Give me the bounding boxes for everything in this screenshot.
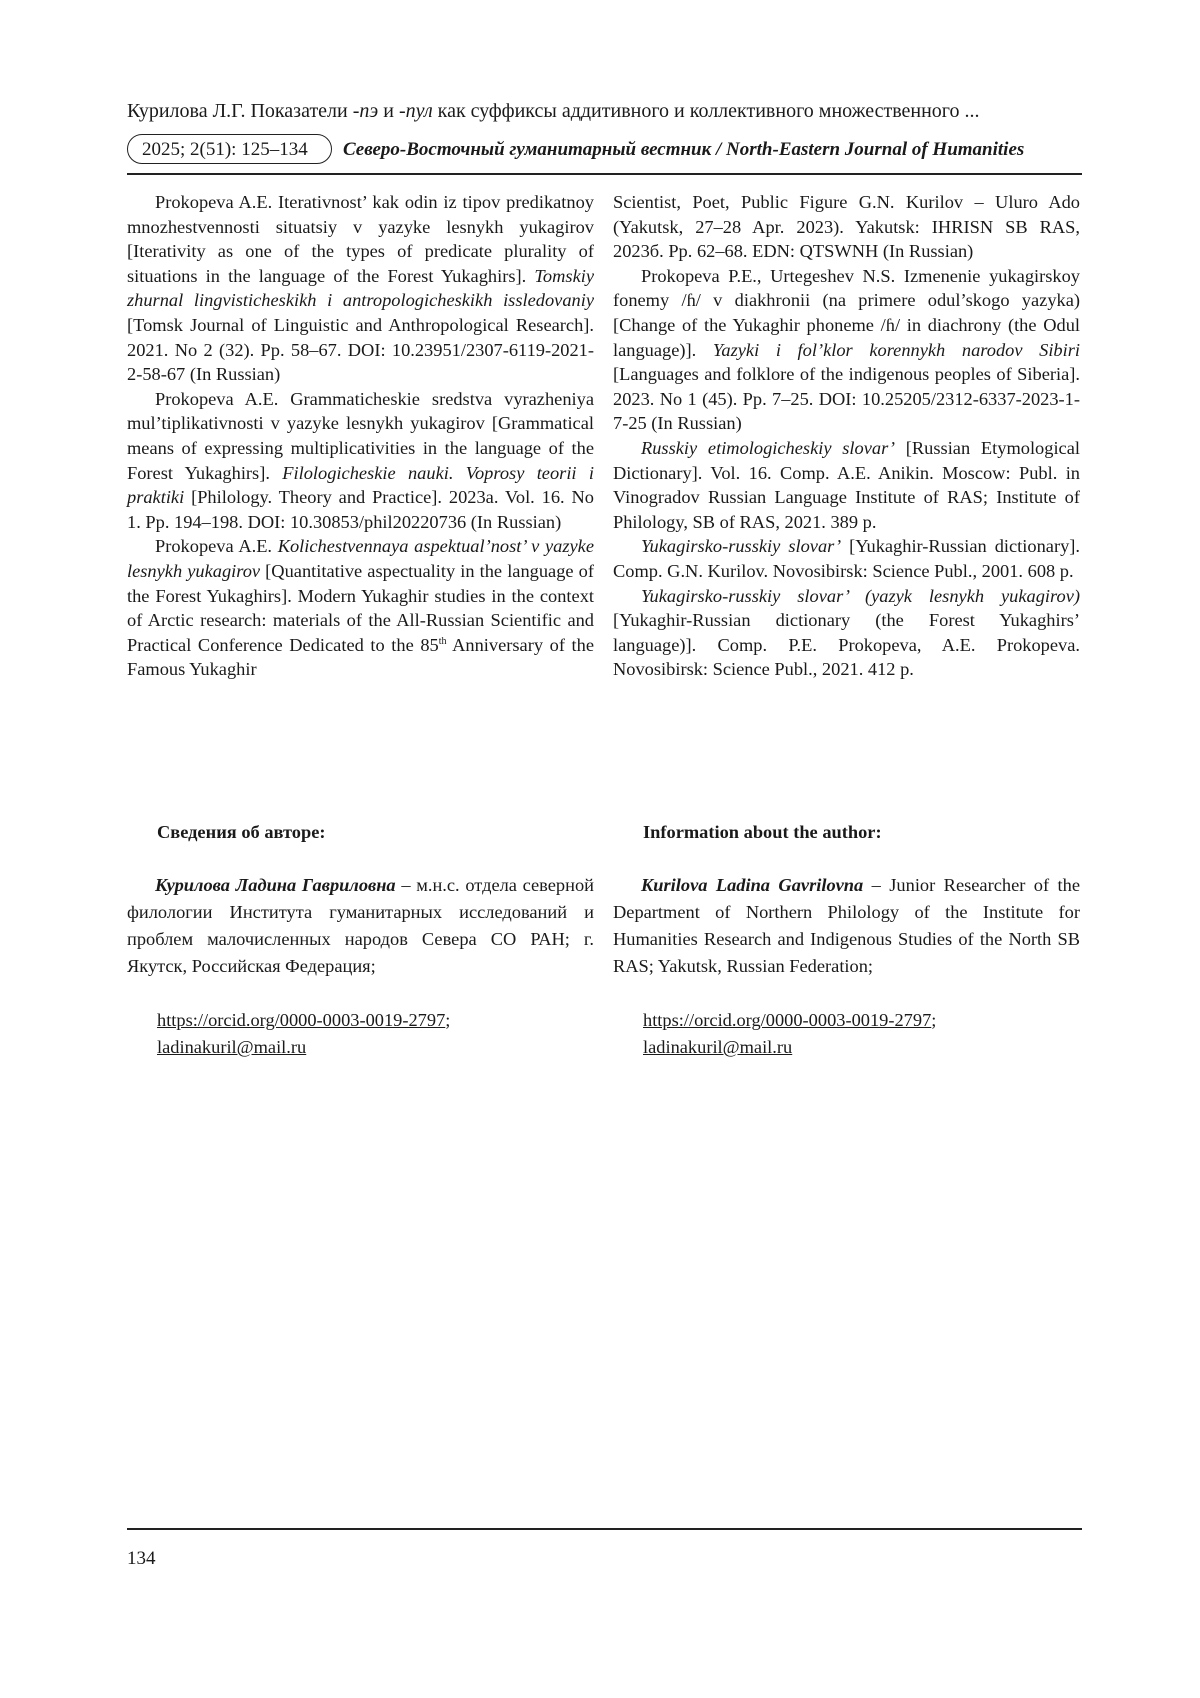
reference-item [613,436,1080,534]
reference-title: Kolichestvennaya aspektual’nost’ v yazyke lesnykh yukagirov [127,536,595,581]
reference-text: [Russian Etymological Dictionary]. Vol. 16. Comp. A.E. Anikin. Moscow: Publ. in Vinogradov Russian Language Institute of RAS; Institute of Philology, SB of RAS, 2021. 389 p. [613,437,1080,532]
reference-item [127,534,594,682]
link-separator: ; [445,1010,451,1030]
reference-title: Tomskiy zhurnal lingvisticheskikh i antropologicheskikh issledovaniy [127,265,594,311]
reference-text: Scientist, Poet, Public Figure G.N. Kurilov – Uluro Ado (Yakutsk, 27–28 Apr. 2023). Yakutsk: IHRISN SB RAS, 2023б. Pp. 62–68. EDN: QTSWNH (In Russian) [613,192,1080,262]
author-links-ru [157,1007,450,1061]
author-affiliation-ru: – м.н.с. отдела северной филологии Института гуманитарных исследований и проблем малочисленных народов Севера СО РАН; г. Якутск, Российская Федерация; [127,875,594,976]
reference-item [127,190,594,387]
ordinal-suffix: th [438,635,447,647]
author-links-en [643,1007,936,1061]
running-title [127,98,1087,124]
reference-text: [Quantitative aspectuality in the language of the Forest Yukaghirs]. Modern Yukaghir studies in the context of Arctic research: materials of the All-Russian Scientific and Practical Conference Dedicated to the 85 [127,560,594,655]
running-title-suffix-pe: -пэ [352,100,379,122]
journal-name: Северо-Восточный гуманитарный вестник / North-Eastern Journal of Humanities [343,139,1025,160]
references-right-column [613,190,1080,682]
reference-item [613,264,1080,436]
reference-title: Yukagirsko-russkiy slovar’ [641,536,842,557]
reference-text: Prokopeva A.E. Grammaticheskie sredstva vyrazheniya mul’tiplikativnosti v yazyke lesnykh yukagirov [Grammatical means of expressing multiplicativities in the language of the Forest Yukaghirs]. [127,388,594,483]
reference-title: Yukagirsko-russkiy slovar’ (yazyk lesnykh yukagirov) [641,585,1080,606]
author-heading-ru: Сведения об авторе: [157,822,326,842]
reference-item [127,387,594,535]
running-title-prefix: Курилова Л.Г. Показатели [127,100,353,122]
footer-divider [127,1528,1082,1530]
author-heading-en: Information about the author: [643,822,882,842]
reference-text: [Philology. Theory and Practice]. 2023a. Vol. 16. No 1. Pp. 194–198. DOI: 10.30853/phil20220736 (In Russian) [127,487,594,532]
orcid-link-en[interactable]: https://orcid.org/0000-0003-0019-2797 [643,1010,932,1030]
email-link-en[interactable]: ladinakuril@mail.ru [643,1037,793,1057]
reference-text: [Languages and folklore of the indigenous peoples of Siberia]. 2023. No 1 (45). Pp. 7–25. DOI: 10.25205/2312-6337-2023-1-7-25 (In Russian) [613,364,1080,434]
header-divider [127,173,1082,175]
reference-text: [Tomsk Journal of Linguistic and Anthropological Research]. 2021. No 2 (32). Pp. 58–67. DOI: 10.23951/2307-6119-2021-2-58-67 (In Russian) [127,314,594,385]
reference-text: Anniversary of the Famous Yukaghir [127,634,595,680]
reference-continuation [613,190,1080,264]
author-name-ru: Курилова Ладина Гавриловна [155,875,396,895]
running-title-rest: как суффиксы аддитивного и коллективного множественного ... [432,100,980,122]
author-name-en: Kurilova Ladina Gavrilovna [641,875,864,895]
page-number: 134 [127,1548,156,1569]
reference-text: [Yukaghir-Russian dictionary (the Forest Yukaghirs’ language)]. Comp. P.E. Prokopeva, A.E. Prokopeva. Novosibirsk: Science Publ., 2021. 412 p. [613,610,1080,680]
reference-text: Prokopeva P.E., Urtegeshev N.S. Izmenenie yukagirskoy fonemy /ɦ/ v diakhronii (na primere odul’skogo yazyka) [Change of the Yukaghir phoneme /ɦ/ in diachrony (the Odul language)]. [613,265,1080,360]
issue-badge: 2025; 2(51): 125–134 [127,134,332,164]
running-title-and: и [378,100,399,122]
references-left-column [127,190,594,682]
reference-text: Prokopeva A.E. [155,536,278,557]
reference-title: Filologicheskie nauki. Voprosy teorii i praktiki [127,462,594,508]
orcid-link-ru[interactable]: https://orcid.org/0000-0003-0019-2797 [157,1010,446,1030]
link-separator: ; [931,1010,937,1030]
reference-item [613,584,1080,682]
author-affiliation-en: – Junior Researcher of the Department of Northern Philology of the Institute for Humanities Research and Indigenous Studies of the North SB RAS; Yakutsk, Russian Federation; [613,875,1080,976]
reference-text: [Yukaghir-Russian dictionary]. Comp. G.N. Kurilov. Novosibirsk: Science Publ., 2001. 608 p. [613,536,1080,581]
reference-title: Yazyki i fol’klor korennykh narodov Sibiri [712,339,1080,360]
running-title-suffix-pul: -пул [398,100,433,122]
email-link-ru[interactable]: ladinakuril@mail.ru [157,1037,307,1057]
author-info-ru [127,872,594,980]
reference-title: Russkiy etimologicheskiy slovar’ [641,437,896,458]
reference-text: Prokopeva A.E. Iterativnost’ kak odin iz tipov predikatnoy mnozhestvennosti situatsiy v yazyke lesnykh yukagirov [Iterativity as one of the types of predicate plurality of situations in the language of the Forest Yukaghirs]. [127,192,594,286]
author-info-en [613,872,1080,980]
reference-item [613,534,1080,583]
